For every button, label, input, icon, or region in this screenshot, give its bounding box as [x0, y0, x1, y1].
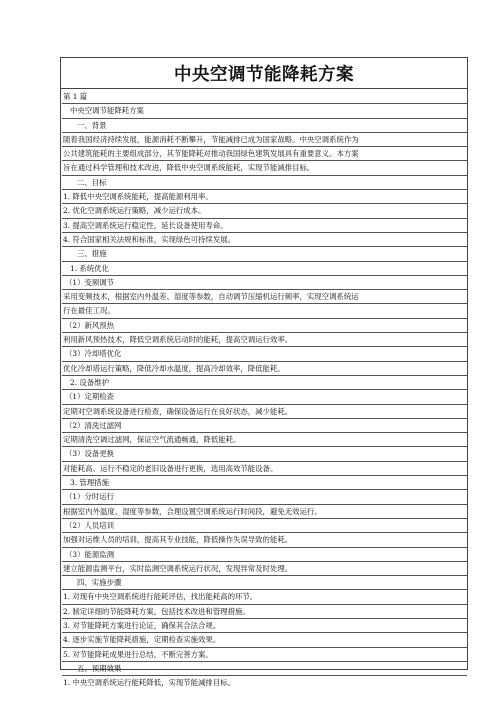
- document-title: 中央空调节能降耗方案: [61, 58, 467, 89]
- text-line: 旨在通过科学管理和技术改进，降低中央空调系统能耗，实现节能减排目标。: [62, 161, 467, 175]
- text-line: 2. 制定详细的节能降耗方案，包括技术改进和管理措施。: [62, 605, 467, 619]
- text-line: 定期清洗空调过滤网，保证空气流通畅通，降低能耗。: [62, 433, 467, 447]
- text-line: （3）能源监测: [62, 548, 467, 562]
- text-line: 采用变频技术，根据室内外温差、湿度等参数，自动调节压缩机运行频率，实现空调系统运: [62, 290, 467, 304]
- text-line: 定期对空调系统设备进行检查，确保设备运行在良好状态，减少能耗。: [62, 405, 467, 419]
- text-line: 根据室内外温度、湿度等参数，合理设置空调系统运行时间段，避免无效运行。: [62, 505, 467, 519]
- text-line: （3）冷却塔优化: [62, 347, 467, 361]
- text-line: 1. 对现有中央空调系统进行能耗评估，找出能耗高的环节。: [62, 590, 467, 604]
- text-line: （2）新风预热: [62, 319, 467, 333]
- text-line: 2. 优化空调系统运行策略，减少运行成本。: [62, 204, 467, 218]
- text-line: 1. 降低中央空调系统能耗，提高能源利用率。: [62, 190, 467, 204]
- text-line: 1. 系统优化: [62, 262, 467, 276]
- text-line: （2）清洗过滤网: [62, 419, 467, 433]
- text-line: 公共建筑能耗的主要组成部分，其节能降耗对推动我国绿色建筑发展具有重要意义。本方案: [62, 147, 467, 161]
- text-line: 对能耗高、运行不稳定的老旧设备进行更换，选用高效节能设备。: [62, 462, 467, 476]
- text-line: 四、实施步骤: [62, 576, 467, 590]
- text-line: （2）人员培训: [62, 519, 467, 533]
- text-line: （1）变频调节: [62, 276, 467, 290]
- text-line: （1）定期检查: [62, 390, 467, 404]
- text-line: 加强对运维人员的培训，提高其专业技能，降低操作失误导致的能耗。: [62, 533, 467, 547]
- text-line: 4. 符合国家相关法规和标准，实现绿色可持续发展。: [62, 233, 467, 247]
- text-line: （3）设备更换: [62, 447, 467, 461]
- text-line: 5. 对节能降耗成果进行总结，不断完善方案。: [62, 648, 467, 662]
- text-line: 利用新风预热技术，降低空调系统启动时的能耗，提高空调运行效率。: [62, 333, 467, 347]
- text-line: 1. 中央空调系统运行能耗降低，实现节能减排目标。: [63, 678, 235, 688]
- text-line: （1）分时运行: [62, 490, 467, 504]
- text-line: 3. 提高空调系统运行稳定性，延长设备使用寿命。: [62, 219, 467, 233]
- text-line: 随着我国经济持续发展，能源消耗不断攀升，节能减排已成为国家战略。中央空调系统作为: [62, 133, 467, 147]
- text-line: 2. 设备维护: [62, 376, 467, 390]
- text-line: 第 1 篇: [62, 90, 467, 104]
- text-line: 三、措施: [62, 247, 467, 261]
- text-line: 3. 对节能降耗方案进行论证，确保其合法合规。: [62, 619, 467, 633]
- text-line: 五、预期效果: [62, 662, 467, 676]
- text-line: 4. 逐步实施节能降耗措施，定期检查实施效果。: [62, 633, 467, 647]
- document-body: [61, 89, 467, 689]
- text-line: 中央空调节能降耗方案: [62, 104, 467, 118]
- document-page: [60, 57, 468, 688]
- text-line: 建立能源监测平台，实时监测空调系统运行状况，发现异常及时处理。: [62, 562, 467, 576]
- text-line: 一、背景: [62, 119, 467, 133]
- text-line: 3. 管理措施: [62, 476, 467, 490]
- text-line: 二、目标: [62, 176, 467, 190]
- text-line: 行在最佳工况。: [62, 304, 467, 318]
- text-line: 优化冷却塔运行策略，降低冷却水温度，提高冷却效率，降低能耗。: [62, 362, 467, 376]
